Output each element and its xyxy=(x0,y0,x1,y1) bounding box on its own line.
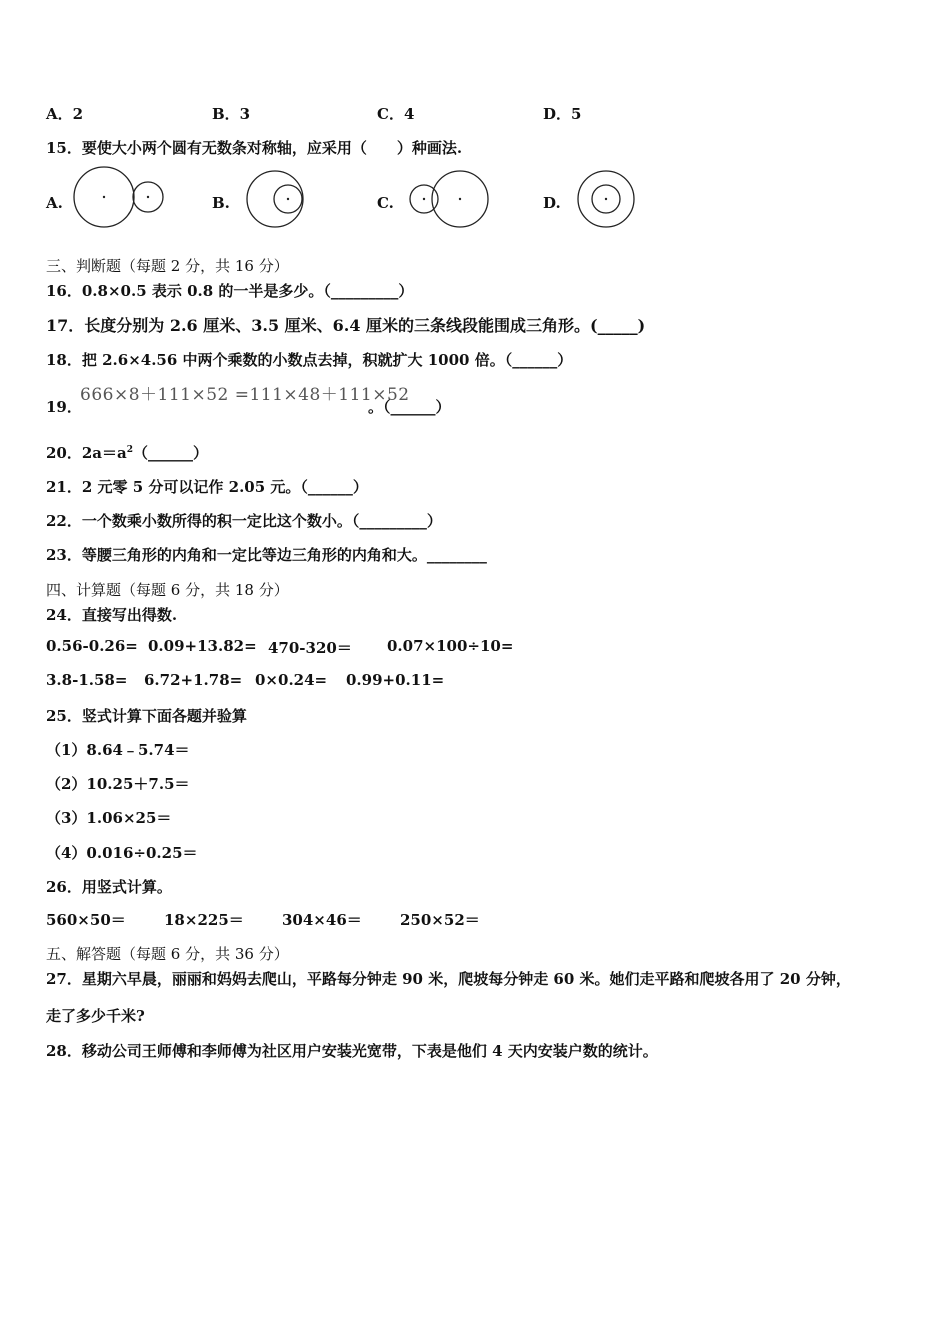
question-26-title: 26．用竖式计算。 xyxy=(46,878,172,896)
q24-item: 0.07×100÷10= xyxy=(387,637,514,655)
q15-option-a xyxy=(46,166,176,236)
question-20-exponent: 2 xyxy=(126,445,134,455)
q24-item: 0×0.24= xyxy=(255,671,328,689)
question-20 xyxy=(46,442,208,463)
q24-item: 3.8-1.58= xyxy=(46,671,128,689)
question-21: 21．2 元零 5 分可以记作 2.05 元。（______） xyxy=(46,478,368,496)
section-5-heading: 五、解答题（每题 6 分，共 36 分） xyxy=(46,945,289,963)
question-20-suffix: （______） xyxy=(133,444,209,462)
option-c: C．4 xyxy=(377,105,415,123)
question-24-title: 24．直接写出得数. xyxy=(46,606,178,624)
question-19-formula: 666×8＋111×52 =111×48＋111×52 xyxy=(80,385,410,405)
circles-d-diagram xyxy=(573,166,639,232)
question-20-prefix: 20．2a＝a xyxy=(46,444,127,462)
question-28: 28．移动公司王师傅和李师傅为社区用户安装光宽带，下表是他们 4 天内安装户数的统计。 xyxy=(46,1042,658,1060)
q15-option-d-label: D. xyxy=(543,194,561,212)
section-4-heading: 四、计算题（每题 6 分，共 18 分） xyxy=(46,581,289,599)
section-3-heading: 三、判断题（每题 2 分，共 16 分） xyxy=(46,257,289,275)
q26-item: 560×50＝ xyxy=(46,911,126,929)
q26-item: 304×46＝ xyxy=(282,911,362,929)
q25-item-4: （4）0.016÷0.25＝ xyxy=(46,844,198,862)
q24-item: 6.72+1.78= xyxy=(144,671,243,689)
q26-item: 18×225＝ xyxy=(164,911,244,929)
circles-c-diagram xyxy=(407,166,493,232)
question-23: 23．等腰三角形的内角和一定比等边三角形的内角和大。________ xyxy=(46,546,487,564)
q26-row xyxy=(46,909,646,929)
question-16: 16．0.8×0.5 表示 0.8 的一半是多少。（_________） xyxy=(46,282,414,300)
q15-option-c xyxy=(377,166,507,236)
option-d: D．5 xyxy=(543,105,582,123)
q15-option-a-label: A. xyxy=(46,194,63,212)
option-a: A．2 xyxy=(46,105,84,123)
circles-a-diagram xyxy=(72,166,172,232)
question-27-line-1: 27．星期六早晨，丽丽和妈妈去爬山，平路每分钟走 90 米，爬坡每分钟走 60 米。她们走平路和爬坡各用了 20 分钟， xyxy=(46,970,851,988)
q24-row-1 xyxy=(46,637,646,657)
question-17: 17．长度分别为 2.6 厘米、3.5 厘米、6.4 厘米的三条线段能围成三角形。(_____) xyxy=(46,316,646,335)
q24-item: 0.09+13.82= xyxy=(148,637,257,655)
question-19-number: 19． xyxy=(46,398,82,416)
q15-option-b-label: B. xyxy=(212,194,230,212)
q25-item-1: （1）8.64﹣5.74＝ xyxy=(46,741,190,759)
q24-row-2 xyxy=(46,671,646,691)
question-15: 15．要使大小两个圆有无数条对称轴，应采用（ ）种画法. xyxy=(46,139,463,157)
q24-item: 0.99+0.11= xyxy=(346,671,445,689)
q15-option-b xyxy=(212,166,332,236)
question-18: 18．把 2.6×4.56 中两个乘数的小数点去掉，积就扩大 1000 倍。（______） xyxy=(46,351,573,369)
q24-item: 470-320＝ xyxy=(268,639,352,657)
question-19-answer-blank: 。（______） xyxy=(368,398,451,416)
q25-item-3: （3）1.06×25＝ xyxy=(46,809,172,827)
q25-item-2: （2）10.25＋7.5＝ xyxy=(46,775,190,793)
question-25-title: 25．竖式计算下面各题并验算 xyxy=(46,707,247,725)
q26-item: 250×52＝ xyxy=(400,911,480,929)
circles-b-diagram xyxy=(242,166,308,232)
question-22: 22．一个数乘小数所得的积一定比这个数小。（_________） xyxy=(46,512,442,530)
question-27-line-2: 走了多少千米? xyxy=(46,1007,145,1025)
q15-option-d xyxy=(543,166,663,236)
q15-option-c-label: C. xyxy=(377,194,394,212)
q24-item: 0.56-0.26= xyxy=(46,637,138,655)
option-b: B．3 xyxy=(212,105,251,123)
